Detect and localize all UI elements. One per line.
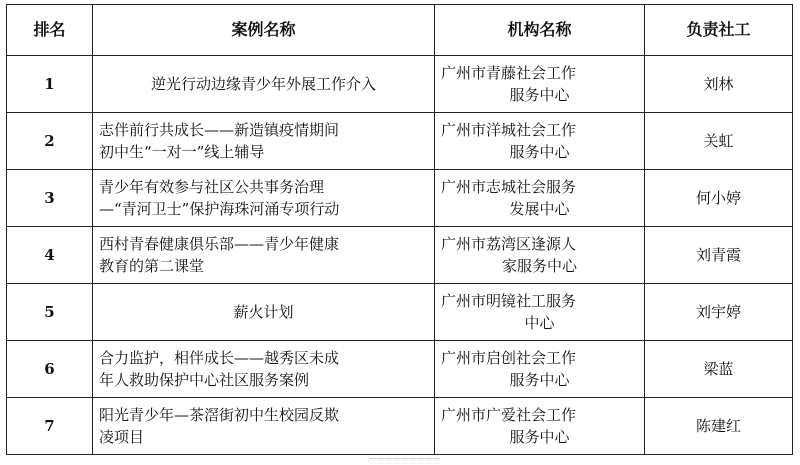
organization-line: 广州市广爱社会工作 xyxy=(441,406,577,424)
organization-cell xyxy=(435,284,645,341)
rank-cell: 3 xyxy=(7,170,93,227)
organization-line: 中心 xyxy=(524,314,555,332)
social-worker-cell: 陈建红 xyxy=(645,398,793,455)
header-case-name: 案例名称 xyxy=(93,5,435,56)
organization-line: 发展中心 xyxy=(509,200,570,218)
rank-cell: 1 xyxy=(7,56,93,113)
case-name-cell xyxy=(93,398,435,455)
organization-line: 服务中心 xyxy=(509,428,570,446)
organization-cell xyxy=(435,398,645,455)
organization-cell xyxy=(435,227,645,284)
award-table xyxy=(6,4,793,455)
case-name-line: 西村青春健康俱乐部——青少年健康 xyxy=(99,235,340,253)
case-name-line: 教育的第二课堂 xyxy=(99,257,205,275)
header-social-worker: 负责社工 xyxy=(645,5,793,56)
social-worker-cell: 刘宇婷 xyxy=(645,284,793,341)
organization-line: 广州市明镜社工服务 xyxy=(441,292,577,310)
organization-line: 家服务中心 xyxy=(501,257,577,275)
header-organization: 机构名称 xyxy=(435,5,645,56)
case-name-cell xyxy=(93,56,435,113)
organization-line: 服务中心 xyxy=(509,143,570,161)
table-row xyxy=(7,170,793,227)
case-name-line: —“青河卫士”保护海珠河涌专项行动 xyxy=(99,200,340,218)
organization-cell xyxy=(435,56,645,113)
case-name-line: 凌项目 xyxy=(99,428,145,446)
table-row xyxy=(7,284,793,341)
rank-cell: 7 xyxy=(7,398,93,455)
social-worker-cell: 梁蓝 xyxy=(645,341,793,398)
social-worker-cell: 刘青霞 xyxy=(645,227,793,284)
social-worker-cell: 关虹 xyxy=(645,113,793,170)
table-body xyxy=(7,56,793,455)
table-row xyxy=(7,113,793,170)
table-row xyxy=(7,341,793,398)
case-name-cell xyxy=(93,170,435,227)
case-name-line: 青少年有效参与社区公共事务治理 xyxy=(99,178,325,196)
organization-line: 广州市启创社会工作 xyxy=(441,349,577,367)
case-name-cell xyxy=(93,284,435,341)
organization-line: 广州市青藤社会工作 xyxy=(441,64,577,82)
table-row xyxy=(7,227,793,284)
case-name-cell xyxy=(93,227,435,284)
organization-line: 服务中心 xyxy=(509,86,570,104)
case-name-cell xyxy=(93,341,435,398)
page-footer-mark xyxy=(370,458,440,461)
header-rank: 排名 xyxy=(7,5,93,56)
organization-line: 广州市荔湾区逢源人 xyxy=(441,235,577,253)
organization-cell xyxy=(435,170,645,227)
header-row xyxy=(7,5,793,56)
organization-cell xyxy=(435,113,645,170)
case-name-line: 年人救助保护中心社区服务案例 xyxy=(99,371,310,389)
social-worker-cell: 刘林 xyxy=(645,56,793,113)
case-name-line: 志伴前行共成长——新造镇疫情期间 xyxy=(99,121,340,139)
case-name-line: 阳光青少年—茶滘街初中生校园反欺 xyxy=(99,406,340,424)
case-name-line: 合力监护，相伴成长——越秀区未成 xyxy=(99,349,340,367)
rank-cell: 2 xyxy=(7,113,93,170)
organization-line: 广州市洋城社会工作 xyxy=(441,121,577,139)
case-name-line: 初中生“一对一”线上辅导 xyxy=(99,143,265,161)
social-worker-cell: 何小婷 xyxy=(645,170,793,227)
rank-cell: 5 xyxy=(7,284,93,341)
case-name-cell xyxy=(93,113,435,170)
table-row xyxy=(7,56,793,113)
organization-line: 服务中心 xyxy=(509,371,570,389)
case-name-line: 逆光行动边缘青少年外展工作介入 xyxy=(150,75,376,93)
rank-cell: 6 xyxy=(7,341,93,398)
table-row xyxy=(7,398,793,455)
case-name-line: 薪火计划 xyxy=(233,303,294,321)
rank-cell: 4 xyxy=(7,227,93,284)
organization-cell xyxy=(435,341,645,398)
organization-line: 广州市志城社会服务 xyxy=(441,178,577,196)
